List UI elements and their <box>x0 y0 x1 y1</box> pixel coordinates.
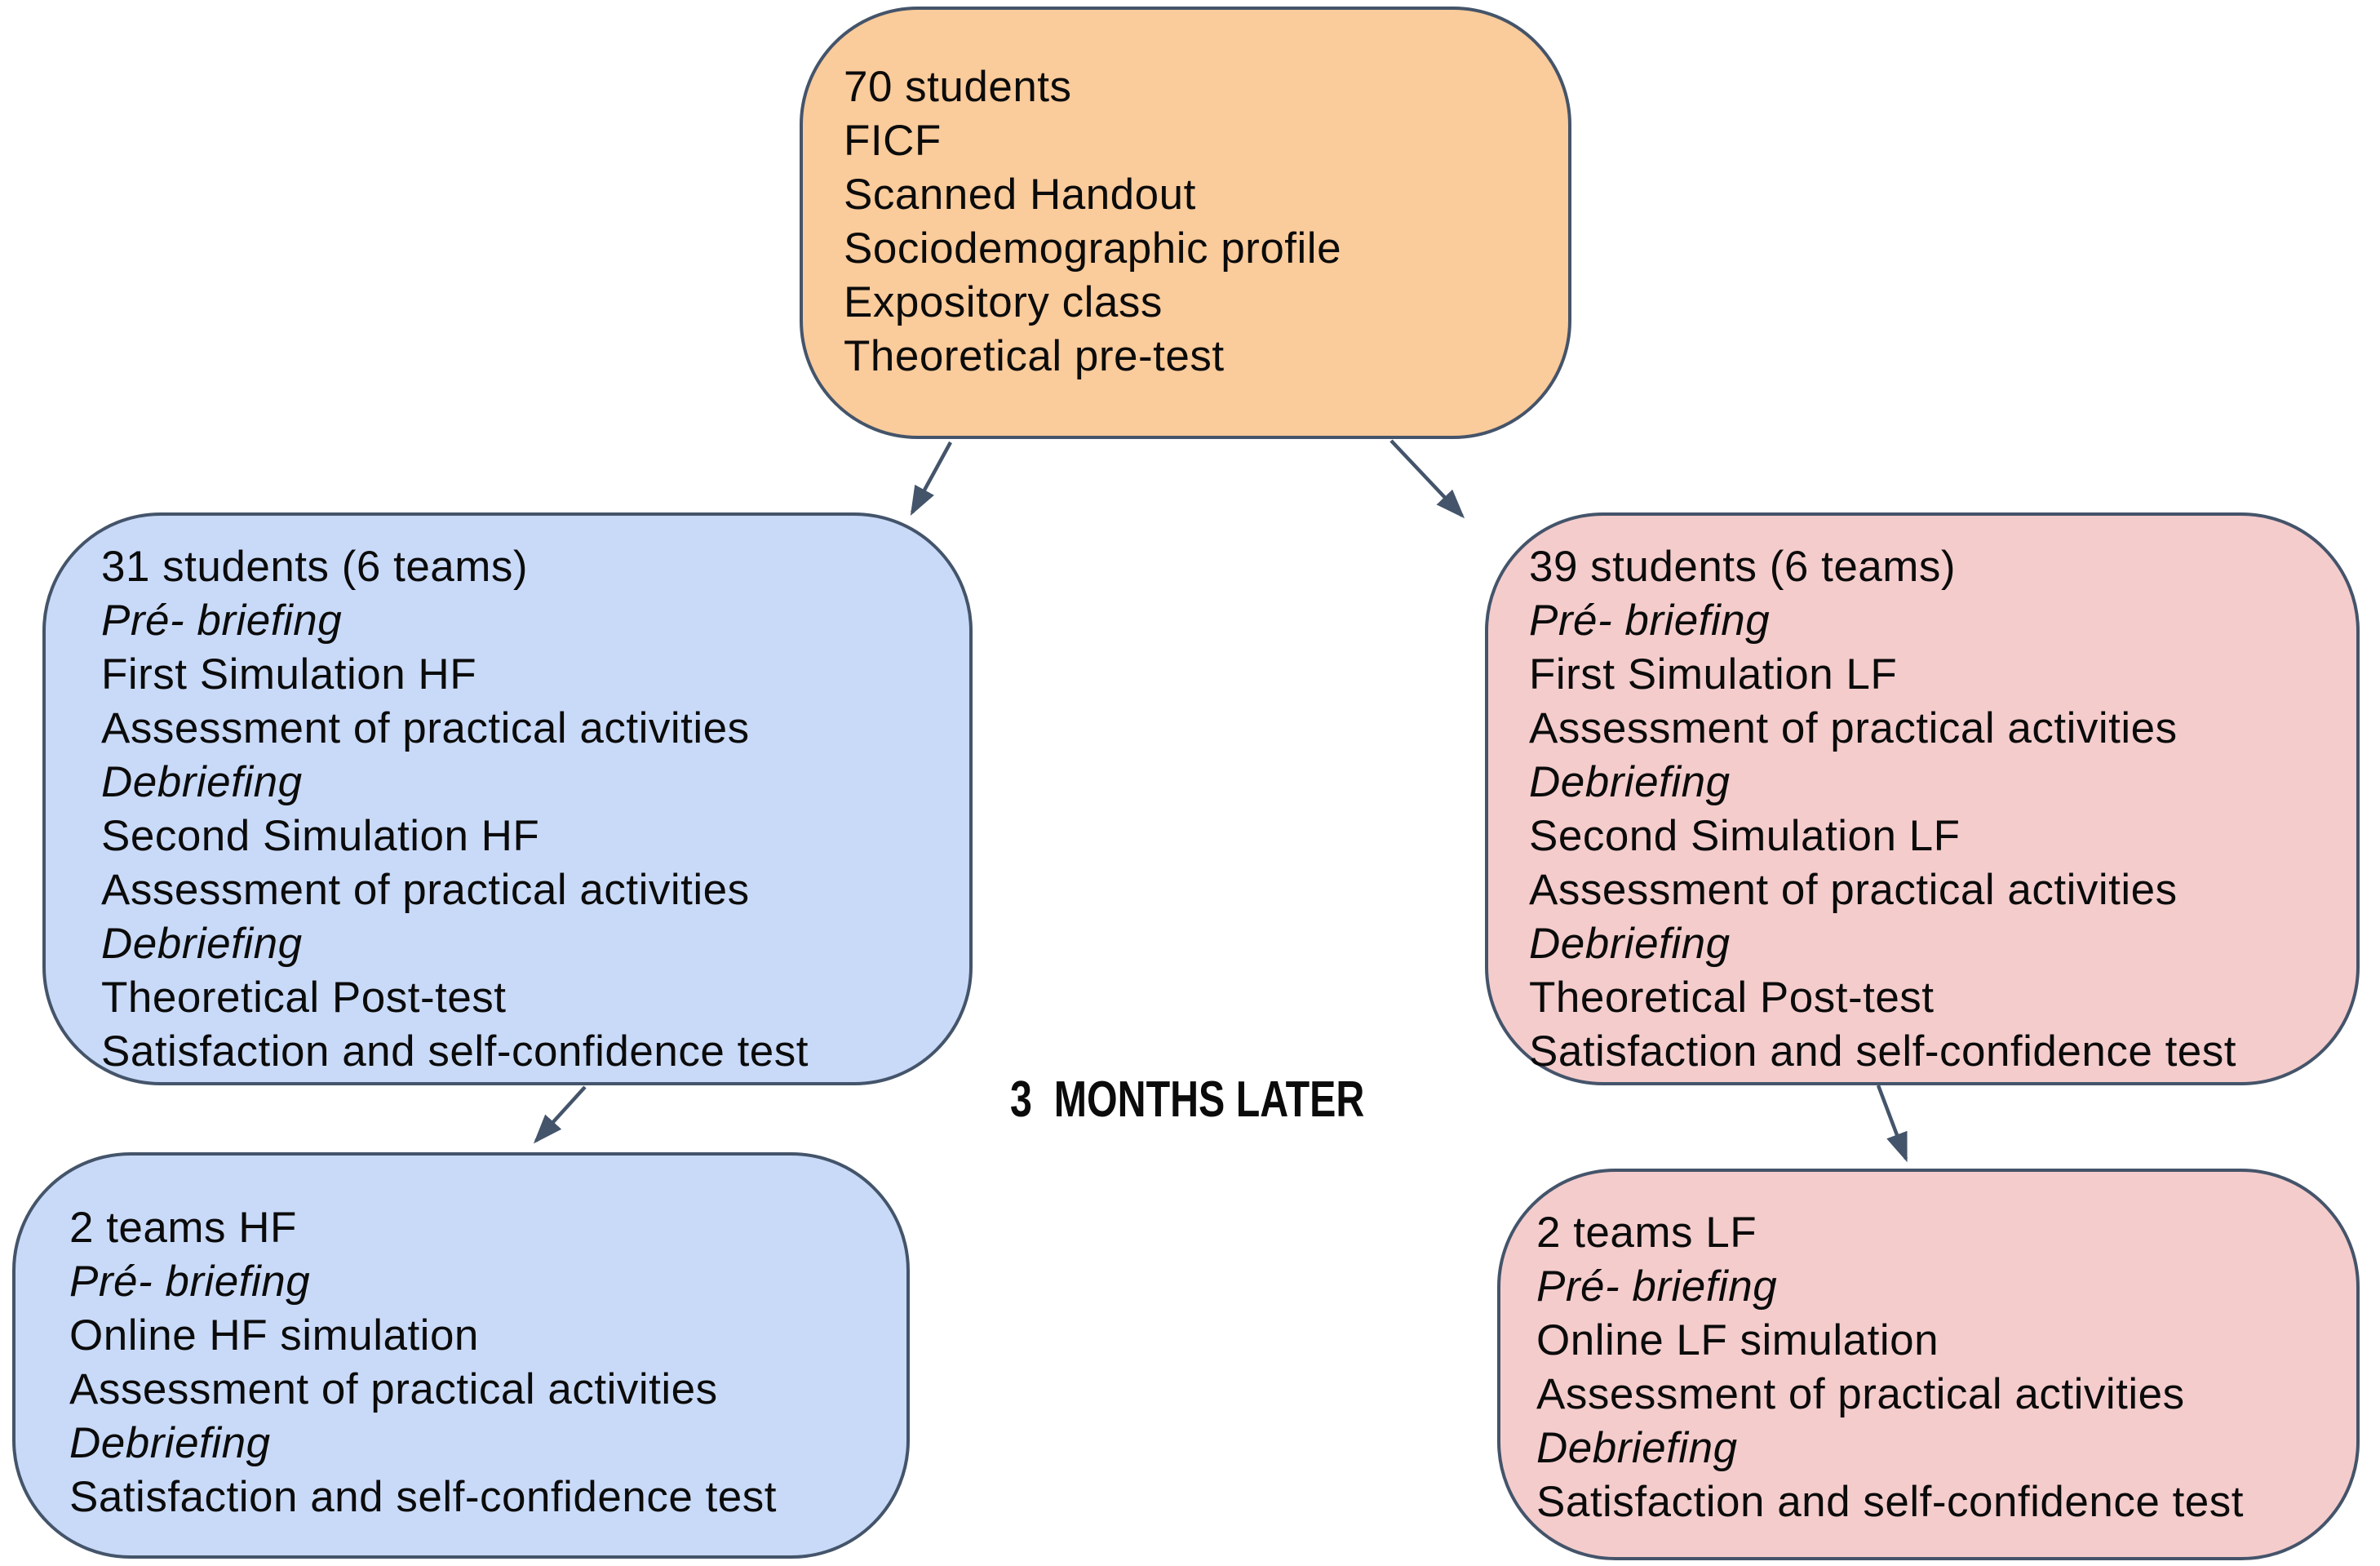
arrow-enrollment-to-hf-icon <box>912 442 951 512</box>
box-line: Pré- briefing <box>1529 597 1771 645</box>
box-line: Assessment of practical activities <box>101 704 750 752</box>
enrollment-box <box>800 7 1571 439</box>
box-line: 31 students (6 teams) <box>101 543 529 591</box>
box-line: Theoretical Post-test <box>101 974 507 1022</box>
box-line: Debriefing <box>69 1419 271 1467</box>
box-line: 2 teams LF <box>1536 1209 1757 1257</box>
box-line: Expository class <box>844 278 1163 326</box>
box-line: Debriefing <box>101 758 303 806</box>
box-line: FICF <box>844 117 942 165</box>
box-line: First Simulation HF <box>101 650 477 699</box>
box-line: Online LF simulation <box>1536 1316 1939 1364</box>
arrow-lf-to-followup-icon <box>1878 1085 1906 1159</box>
box-line: Second Simulation HF <box>101 812 540 860</box>
three-months-later-label: 3 MONTHS LATER <box>1010 1071 1365 1128</box>
box-line: Satisfaction and self-confidence test <box>69 1473 777 1521</box>
box-line: Pré- briefing <box>101 597 343 645</box>
box-line: Second Simulation LF <box>1529 812 1961 860</box>
lf-group-box <box>1485 512 2360 1085</box>
box-line: Assessment of practical activities <box>1529 866 2178 914</box>
box-line: Assessment of practical activities <box>1536 1370 2185 1418</box>
hf-followup-box <box>12 1152 910 1559</box>
box-line: Sociodemographic profile <box>844 224 1342 273</box>
box-line: 70 students <box>844 63 1072 111</box>
box-line: Scanned Handout <box>844 171 1196 219</box>
arrow-enrollment-to-lf-icon <box>1391 441 1462 516</box>
box-line: Theoretical pre-test <box>844 332 1225 380</box>
box-line: Pré- briefing <box>69 1258 311 1306</box>
hf-group-box <box>42 512 973 1085</box>
box-line: 39 students (6 teams) <box>1529 543 1957 591</box>
lf-followup-box <box>1497 1169 2360 1560</box>
box-line: Satisfaction and self-confidence test <box>1536 1478 2244 1526</box>
box-line: Debriefing <box>101 920 303 968</box>
arrow-hf-to-followup-icon <box>536 1087 585 1141</box>
box-line: Assessment of practical activities <box>101 866 750 914</box>
box-line: First Simulation LF <box>1529 650 1898 699</box>
box-line: Pré- briefing <box>1536 1262 1778 1311</box>
box-line: Debriefing <box>1536 1424 1738 1472</box>
box-line: Online HF simulation <box>69 1311 479 1360</box>
box-line: 2 teams HF <box>69 1204 297 1252</box>
box-line: Satisfaction and self-confidence test <box>1529 1027 2236 1076</box>
box-line: Assessment of practical activities <box>69 1365 718 1413</box>
box-line: Theoretical Post-test <box>1529 974 1935 1022</box>
box-line: Debriefing <box>1529 920 1731 968</box>
box-line: Satisfaction and self-confidence test <box>101 1027 809 1076</box>
box-line: Assessment of practical activities <box>1529 704 2178 752</box>
box-line: Debriefing <box>1529 758 1731 806</box>
